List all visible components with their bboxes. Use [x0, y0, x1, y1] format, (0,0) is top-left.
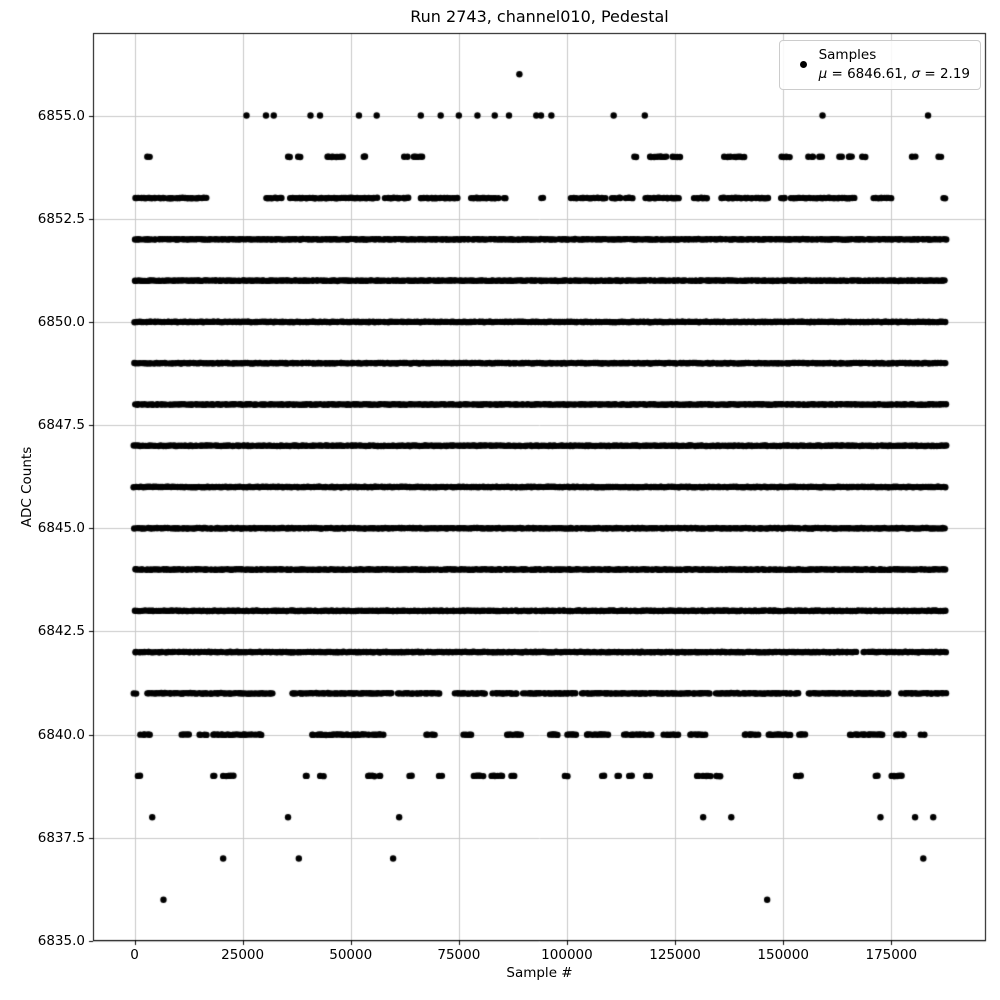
legend-sigma-symbol: σ	[911, 65, 921, 82]
legend-sample-dot-icon	[800, 61, 807, 68]
legend-mu-symbol: μ	[818, 65, 828, 82]
legend-marker-column	[789, 61, 819, 68]
x-tick-label: 125000	[649, 947, 701, 963]
y-tick-label: 6845.0	[37, 520, 85, 537]
y-tick-label: 6835.0	[37, 933, 85, 949]
legend-sigma-value: = 2.19	[920, 65, 970, 82]
legend-text	[819, 46, 970, 84]
legend	[779, 40, 981, 90]
y-tick-label: 6842.5	[37, 623, 85, 640]
x-axis-label: Sample #	[506, 965, 573, 981]
y-tick-label: 6855.0	[37, 107, 85, 124]
x-tick-label: 50000	[329, 947, 373, 963]
legend-mu-value: = 6846.61,	[827, 65, 912, 82]
x-tick-label: 75000	[437, 947, 481, 963]
x-tick-label: 150000	[757, 947, 809, 963]
legend-label-stats	[819, 65, 970, 84]
y-axis-label-text: ADC Counts	[19, 446, 35, 528]
y-tick-label: 6847.5	[37, 417, 85, 434]
legend-label-samples: Samples	[818, 47, 877, 63]
y-tick-label: 6852.5	[37, 210, 85, 227]
y-tick-label: 6837.5	[37, 829, 85, 846]
x-tick-label: 175000	[865, 947, 918, 963]
y-tick-label: 6850.0	[37, 313, 85, 330]
x-tick-label: 100000	[541, 947, 593, 963]
x-tick-label: 0	[130, 947, 139, 963]
chart-title: Run 2743, channel010, Pedestal	[410, 7, 669, 26]
x-tick-label: 25000	[221, 947, 265, 963]
y-tick-label: 6840.0	[37, 726, 85, 743]
